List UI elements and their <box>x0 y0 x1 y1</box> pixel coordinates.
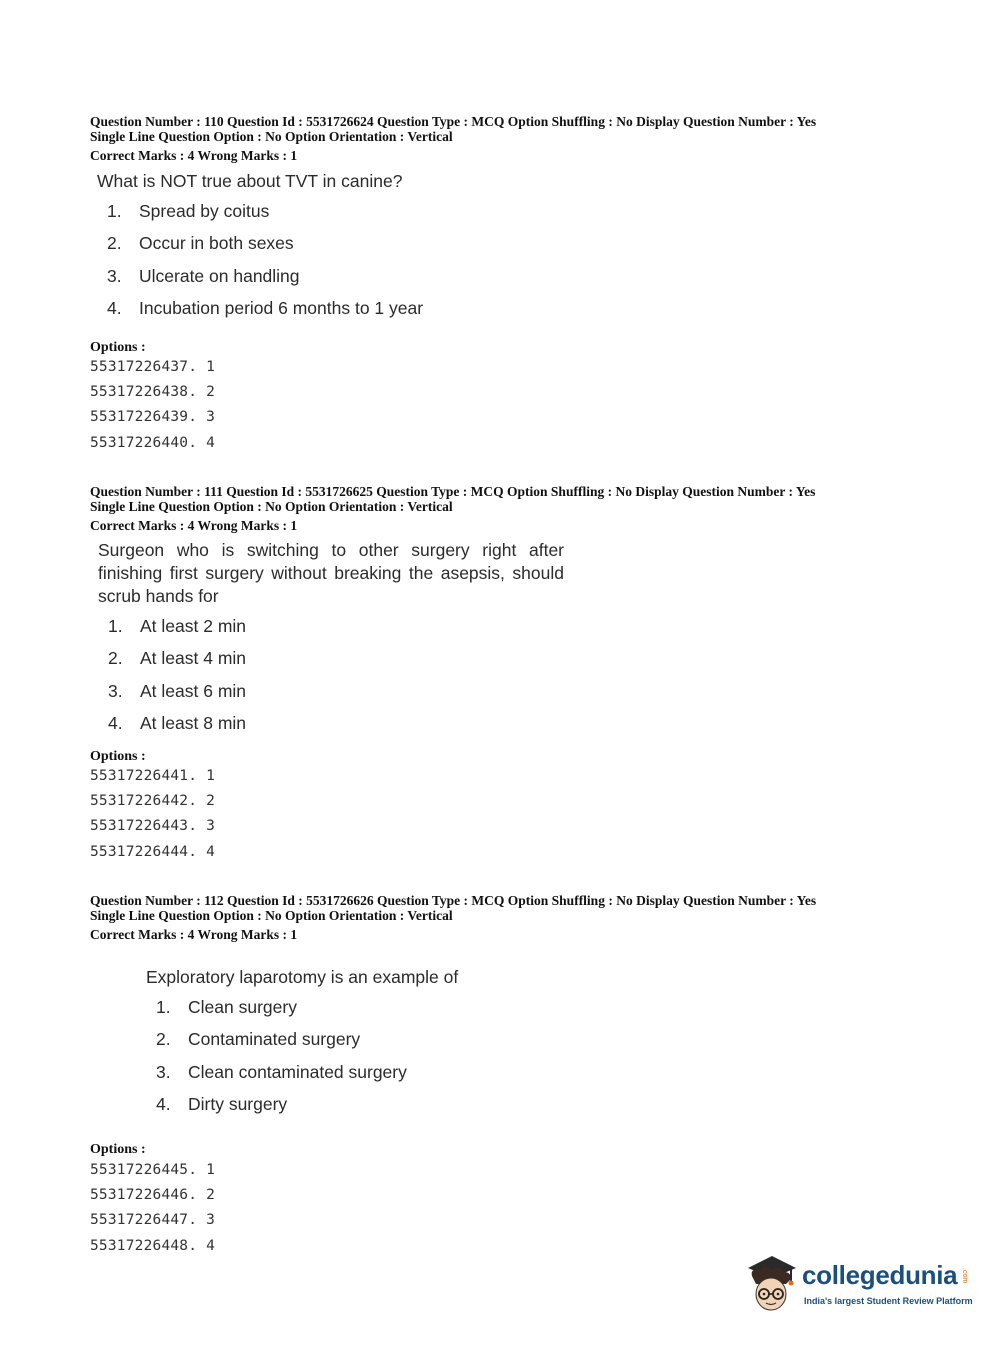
question-meta-line: Question Number : 111 Question Id : 5531726625 Question Type : MCQ Option Shuffling : No Display Question Number : Yes <box>90 484 816 499</box>
option-id-list <box>90 1162 215 1263</box>
option-id: 55317226443. 3 <box>90 818 216 835</box>
question-111-header <box>90 485 910 534</box>
mascot-icon <box>742 1250 802 1320</box>
question-110-header <box>90 115 910 164</box>
option-id: 55317226441. 1 <box>90 768 216 784</box>
option-id: 55317226447. 3 <box>90 1212 216 1229</box>
option-id: 55317226439. 3 <box>90 409 216 426</box>
choice-text: Spread by coitus <box>139 201 270 221</box>
choice-item <box>97 201 617 233</box>
choice-item <box>146 997 606 1029</box>
choice-item <box>98 648 564 680</box>
options-label: Options : <box>90 749 146 764</box>
choice-item <box>97 298 617 330</box>
choice-number: 3. <box>156 1061 171 1082</box>
marks-line: Correct Marks : 4 Wrong Marks : 1 <box>90 148 298 163</box>
choice-item <box>146 1029 606 1061</box>
question-111-body <box>98 539 564 745</box>
choice-number: 2. <box>156 1029 171 1050</box>
choice-number: 2. <box>108 648 123 669</box>
choice-number: 3. <box>108 680 123 701</box>
choice-text: At least 6 min <box>140 680 247 701</box>
choice-number: 4. <box>107 297 122 318</box>
options-label: Options : <box>90 340 146 355</box>
question-text: Surgeon who is switching to other surgery right after finishing first surgery without breaking the asepsis, should scrub hands for <box>98 540 564 606</box>
logo-suffix: .com <box>961 1268 968 1284</box>
question-112-header <box>90 894 910 943</box>
option-id: 55317226444. 4 <box>90 843 216 860</box>
option-id: 55317226446. 2 <box>90 1187 216 1204</box>
choice-number: 4. <box>156 1093 171 1114</box>
choice-item <box>146 1062 606 1094</box>
choice-text: Ulcerate on handling <box>139 265 300 286</box>
question-text: Exploratory laparotomy is an example of <box>146 967 459 987</box>
choice-number: 1. <box>156 997 171 1017</box>
choice-text: Clean surgery <box>188 997 297 1017</box>
choice-item <box>98 713 564 745</box>
choice-item <box>98 681 564 713</box>
question-meta-line: Single Line Question Option : No Option Orientation : Vertical <box>90 498 453 514</box>
choice-number: 1. <box>108 616 123 636</box>
question-meta-line: Single Line Question Option : No Option Orientation : Vertical <box>90 907 453 923</box>
choice-text: Dirty surgery <box>188 1093 288 1114</box>
option-id-list <box>90 359 215 460</box>
question-meta-line: Question Number : 110 Question Id : 5531726624 Question Type : MCQ Option Shuffling : No Display Question Number : Yes <box>90 114 817 129</box>
choice-number: 3. <box>107 265 122 286</box>
question-text: What is NOT true about TVT in canine? <box>97 171 403 191</box>
choice-text: At least 8 min <box>140 712 247 733</box>
marks-line: Correct Marks : 4 Wrong Marks : 1 <box>90 518 298 533</box>
choice-item <box>97 266 617 298</box>
question-meta-line: Question Number : 112 Question Id : 5531726626 Question Type : MCQ Option Shuffling : No Display Question Number : Yes <box>90 893 817 908</box>
option-id: 55317226442. 2 <box>90 793 216 810</box>
choice-text: Contaminated surgery <box>188 1029 361 1050</box>
choice-text: Clean contaminated surgery <box>188 1061 407 1082</box>
choice-text: Incubation period 6 months to 1 year <box>139 297 424 318</box>
choice-number: 1. <box>107 201 122 221</box>
logo-wordmark: collegedunia <box>802 1260 958 1290</box>
option-id: 55317226438. 2 <box>90 384 216 401</box>
logo-tagline: India's largest Student Review Platform <box>804 1296 973 1306</box>
question-110-body <box>97 170 617 330</box>
option-id: 55317226437. 1 <box>90 359 216 375</box>
choice-text: At least 2 min <box>140 616 247 636</box>
question-meta-line: Single Line Question Option : No Option Orientation : Vertical <box>90 128 453 144</box>
collegedunia-logo <box>742 1250 972 1320</box>
option-id-list <box>90 768 215 869</box>
option-id: 55317226440. 4 <box>90 434 216 451</box>
option-id: 55317226445. 1 <box>90 1162 216 1178</box>
choice-number: 2. <box>107 233 122 254</box>
choice-item <box>98 616 564 648</box>
question-112-body <box>146 966 606 1126</box>
option-id: 55317226448. 4 <box>90 1237 216 1254</box>
choice-item <box>146 1094 606 1126</box>
choice-item <box>97 233 617 265</box>
marks-line: Correct Marks : 4 Wrong Marks : 1 <box>90 927 298 942</box>
options-label: Options : <box>90 1142 146 1157</box>
choice-number: 4. <box>108 712 123 733</box>
choice-text: At least 4 min <box>140 648 247 669</box>
choice-text: Occur in both sexes <box>139 233 294 254</box>
